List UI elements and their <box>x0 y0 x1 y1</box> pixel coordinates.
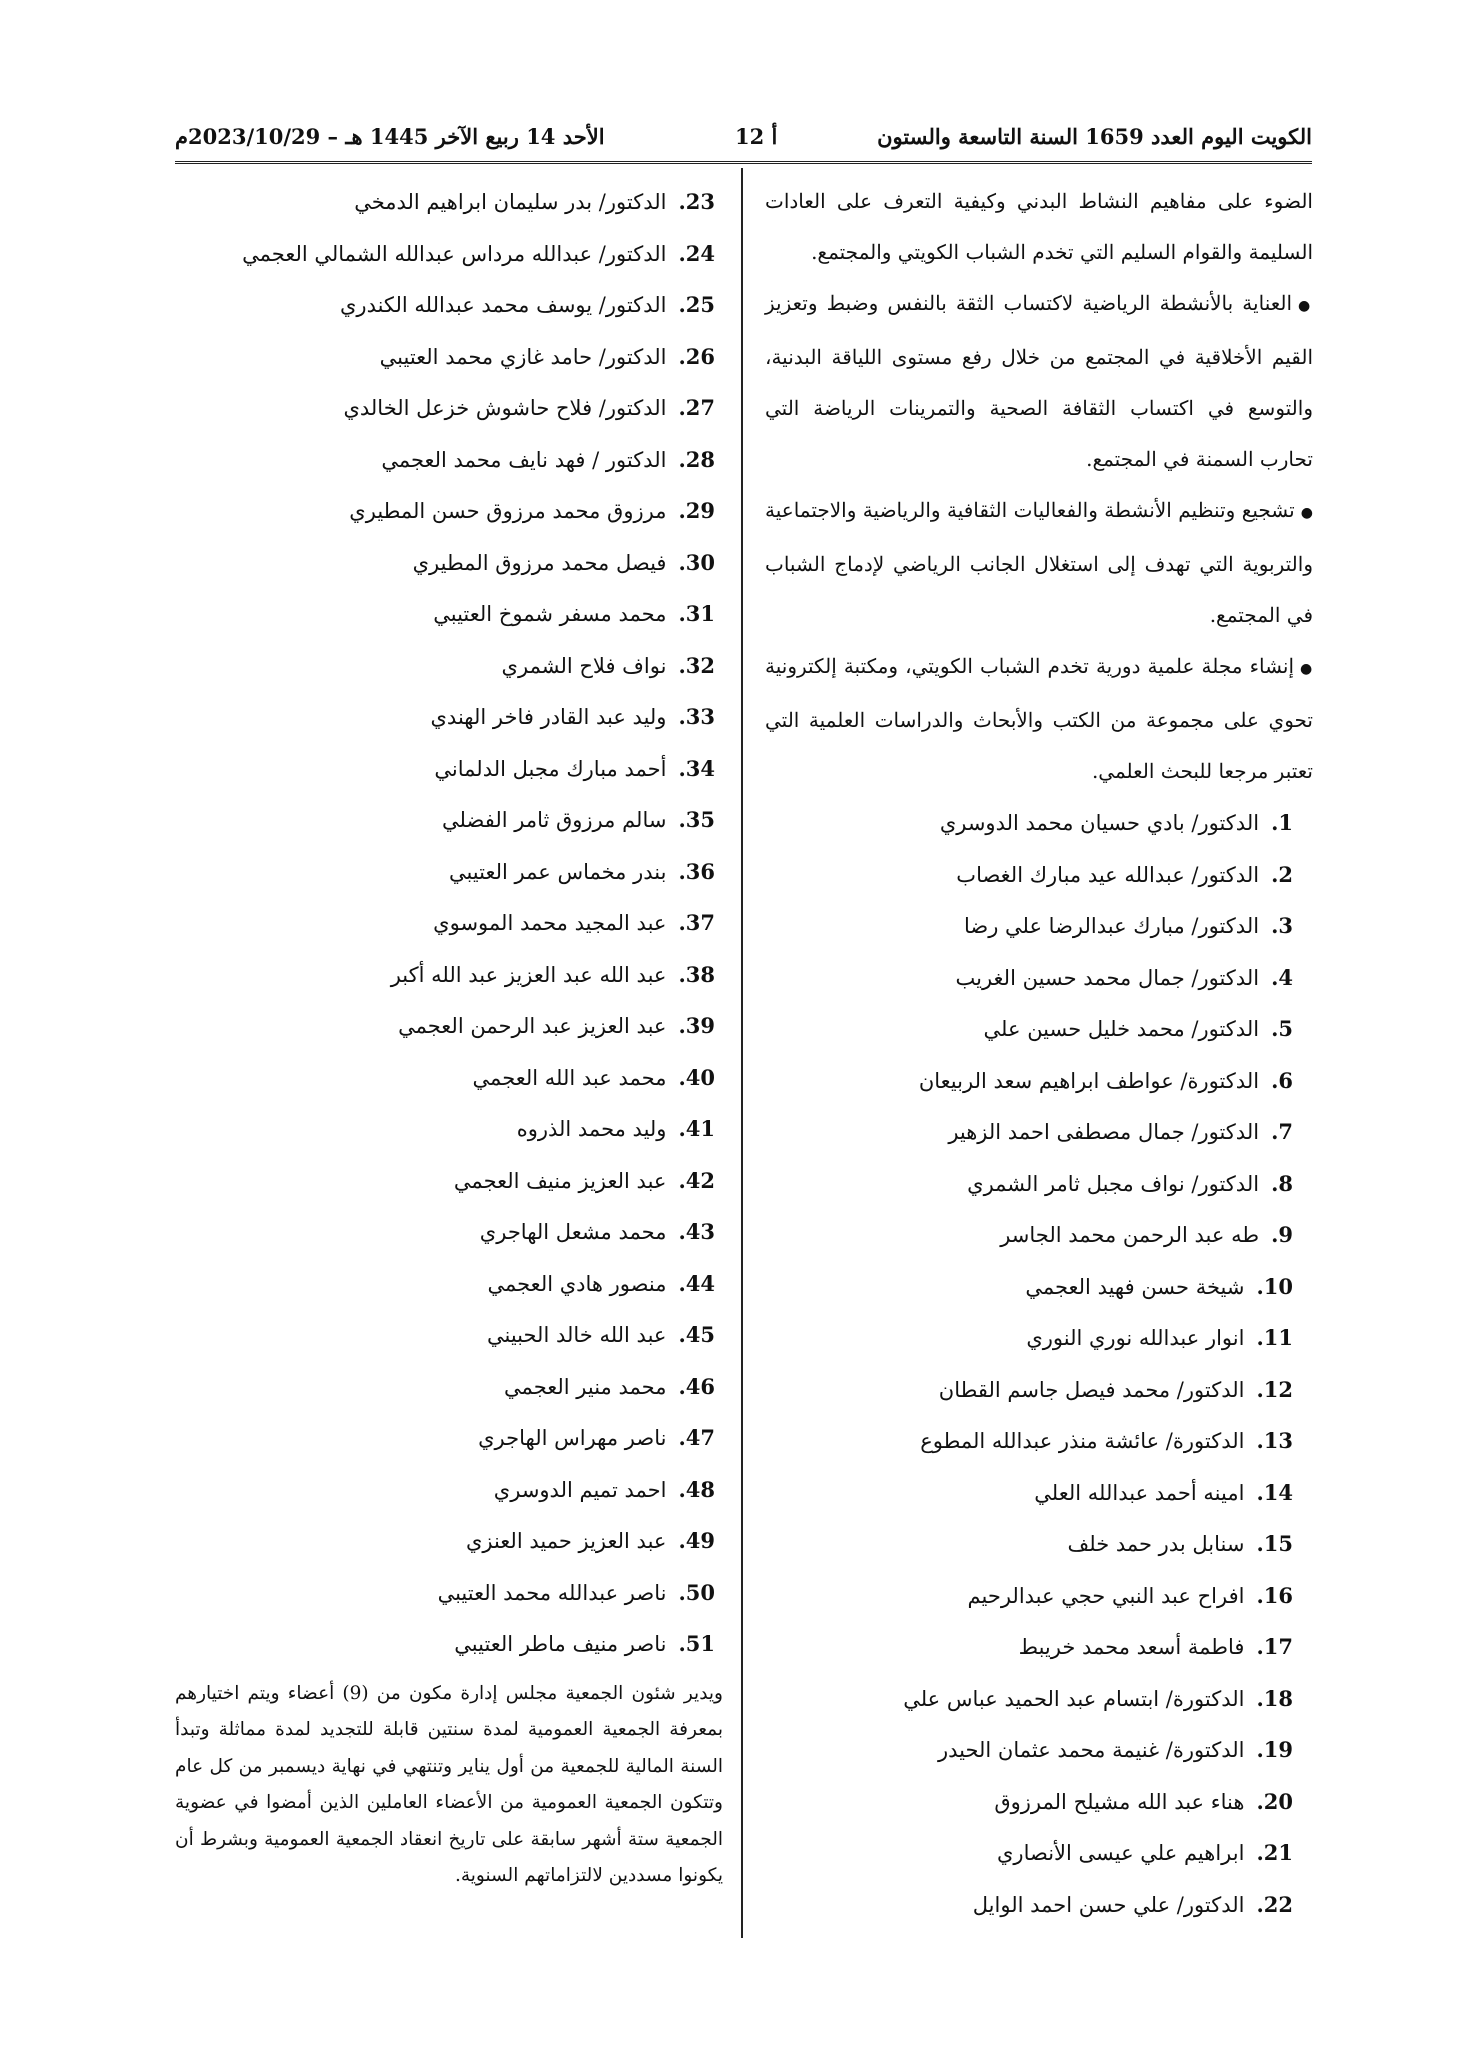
item-number: 40. <box>678 1064 715 1090</box>
list-item <box>175 588 715 640</box>
list-item <box>765 1312 1293 1364</box>
list-item <box>175 743 715 795</box>
item-number: 29. <box>678 498 715 523</box>
list-item <box>175 640 715 692</box>
list-item <box>175 949 715 1001</box>
member-name: بندر مخماس عمر العتيبي <box>448 859 667 884</box>
member-name: محمد منير العجمي <box>504 1374 667 1399</box>
item-number: 27. <box>678 395 715 420</box>
member-name: الدكتورة/ عائشة منذر عبدالله المطوع <box>920 1429 1245 1453</box>
item-number: 35. <box>678 807 715 832</box>
member-name: الدكتور/ يوسف محمد عبدالله الكندري <box>339 293 667 317</box>
item-number: 46. <box>678 1373 715 1399</box>
list-item <box>175 1258 715 1310</box>
member-name: محمد عبد الله العجمي <box>472 1065 667 1090</box>
list-item <box>765 1261 1293 1313</box>
item-number: 28. <box>678 446 715 472</box>
list-item <box>175 485 715 537</box>
bullet-text: إنشاء مجلة علمية دورية تخدم الشباب الكويتي، ومكتبة إلكترونية تحوي على مجموعة من الكتب والأبحاث والدراسات العلمية التي تعتبر مرجعا للبحث العلمي. <box>765 654 1313 783</box>
objective-bullet <box>765 278 1313 485</box>
member-name: الدكتور/ بادي حسيان محمد الدوسري <box>939 811 1260 835</box>
list-item <box>765 1364 1293 1416</box>
item-number: 9. <box>1271 1222 1293 1247</box>
list-item <box>175 1515 715 1567</box>
item-number: 34. <box>678 755 715 781</box>
gazette-issue-info: الكويت اليوم العدد 1659 السنة التاسعة والستون <box>877 124 1312 149</box>
item-number: 15. <box>1256 1531 1293 1556</box>
column-divider <box>741 168 743 1938</box>
member-name: الدكتور/ حامد غازي محمد العتيبي <box>379 344 667 369</box>
list-item <box>175 794 715 846</box>
member-name: عبد العزيز حميد العنزي <box>465 1529 667 1553</box>
item-number: 39. <box>678 1013 715 1038</box>
item-number: 26. <box>678 343 715 369</box>
item-number: 21. <box>1256 1840 1293 1865</box>
board-paragraph: ويدير شئون الجمعية مجلس إدارة مكون من (9) أعضاء ويتم اختيارهم بمعرفة الجمعية العمومية لمدة سنتين قابلة للتجديد لمدة مماثلة وتبدأ السنة المالية للجمعية من أول يناير وتنتهي في نهاية ديسمبر من كل عام وتتكون الجمعية العمومية من الأعضاء العاملين الذين أمضوا في عضوية الجمعية ستة أشهر سابقة على تاريخ انعقاد الجمعية العمومية وبشرط أن يكونوا مسددين لالتزاماتهم السنوية. <box>175 1682 723 1886</box>
objective-bullet <box>765 485 1313 641</box>
list-item <box>765 1415 1293 1467</box>
item-number: 36. <box>678 858 715 884</box>
member-name: فاطمة أسعد محمد خريبط <box>1018 1635 1245 1659</box>
list-item <box>175 897 715 949</box>
page-number: أ 12 <box>735 124 778 149</box>
item-number: 43. <box>678 1219 715 1244</box>
item-number: 25. <box>678 292 715 317</box>
item-number: 2. <box>1271 861 1293 887</box>
member-name: شيخة حسن فهيد العجمي <box>1025 1274 1245 1299</box>
item-number: 22. <box>1256 1891 1293 1917</box>
list-item <box>175 382 715 434</box>
member-name: نواف فلاح الشمري <box>501 653 667 678</box>
list-item <box>765 1621 1293 1673</box>
member-name: الدكتورة/ ابتسام عبد الحميد عباس علي <box>903 1686 1245 1711</box>
founders-list-part-1 <box>765 797 1313 1930</box>
item-number: 49. <box>678 1528 715 1553</box>
member-name: عبد المجيد محمد الموسوي <box>433 911 667 935</box>
member-name: عبد العزيز منيف العجمي <box>453 1168 667 1193</box>
list-item <box>765 1776 1293 1828</box>
member-name: الدكتور/ عبدالله مرداس عبدالله الشمالي العجمي <box>242 241 667 266</box>
issue-date: الأحد 14 ربيع الآخر 1445 هـ – 2023/10/29م <box>175 124 605 149</box>
bullet-text: العناية بالأنشطة الرياضية لاكتساب الثقة بالنفس وضبط وتعزيز القيم الأخلاقية في المجتمع من خلال رفع مستوى اللياقة البدنية، والتوسع في اكتساب الثقافة الصحية والتمرينات الرياضة التي تحارب السمنة في المجتمع. <box>765 291 1313 471</box>
list-item <box>765 1003 1293 1055</box>
list-item <box>765 1106 1293 1158</box>
member-name: طه عبد الرحمن محمد الجاسر <box>1000 1223 1260 1247</box>
member-name: وليد عبد القادر فاخر الهندي <box>430 705 667 729</box>
member-name: الدكتور/ جمال محمد حسين الغريب <box>955 965 1260 990</box>
list-item <box>175 691 715 743</box>
list-item <box>765 1158 1293 1210</box>
bullet-text: تشجيع وتنظيم الأنشطة والفعاليات الثقافية والرياضية والاجتماعية والتربوية التي تهدف إلى استغلال الجانب الرياضي لإدماج الشباب في المجتمع. <box>765 498 1313 627</box>
list-item <box>175 228 715 280</box>
list-item <box>765 1055 1293 1107</box>
list-item <box>175 1464 715 1516</box>
item-number: 38. <box>678 961 715 987</box>
member-name: افراح عبد النبي حجي عبدالرحيم <box>967 1583 1245 1608</box>
bullet-icon: ● <box>1298 298 1314 314</box>
list-item <box>765 797 1293 849</box>
list-item <box>175 1618 715 1670</box>
item-number: 24. <box>678 240 715 266</box>
member-name: هناء عبد الله مشيلح المرزوق <box>994 1789 1245 1814</box>
item-number: 23. <box>678 189 715 214</box>
member-name: الدكتور/ نواف مجبل ثامر الشمري <box>967 1171 1260 1196</box>
item-number: 31. <box>678 601 715 626</box>
list-item <box>175 1103 715 1155</box>
member-name: ناصر مهراس الهاجري <box>478 1426 667 1450</box>
list-item <box>765 1827 1293 1879</box>
list-item <box>175 1567 715 1619</box>
member-name: منصور هادي العجمي <box>487 1271 667 1296</box>
item-number: 17. <box>1256 1634 1293 1659</box>
item-number: 30. <box>678 549 715 575</box>
member-name: الدكتورة/ عواطف ابراهيم سعد الربيعان <box>918 1068 1260 1093</box>
member-name: احمد تميم الدوسري <box>493 1477 667 1502</box>
item-number: 37. <box>678 910 715 935</box>
list-item <box>765 1209 1293 1261</box>
right-column <box>765 176 1313 1930</box>
member-name: مرزوق محمد مرزوق حسن المطيري <box>349 499 667 523</box>
item-number: 47. <box>678 1425 715 1450</box>
objective-bullet <box>765 641 1313 797</box>
intro-paragraph: الضوء على مفاهيم النشاط البدني وكيفية التعرف على العادات السليمة والقوام السليم التي تخدم الشباب الكويتي والمجتمع. <box>765 189 1313 264</box>
item-number: 4. <box>1271 964 1293 990</box>
founders-list-part-2 <box>175 176 723 1670</box>
list-item <box>765 1673 1293 1725</box>
list-item <box>765 900 1293 952</box>
list-item <box>175 1000 715 1052</box>
header-divider <box>175 161 1312 164</box>
member-name: أحمد مبارك مجبل الدلماني <box>434 756 667 781</box>
item-number: 10. <box>1256 1273 1293 1299</box>
item-number: 6. <box>1271 1067 1293 1093</box>
member-name: فيصل محمد مرزوق المطيري <box>412 550 667 575</box>
bullet-icon: ● <box>1300 661 1313 677</box>
item-number: 11. <box>1256 1325 1293 1350</box>
item-number: 7. <box>1271 1119 1293 1144</box>
list-item <box>765 1879 1293 1931</box>
item-number: 50. <box>678 1579 715 1605</box>
list-item <box>765 1467 1293 1519</box>
list-item <box>175 846 715 898</box>
list-item <box>175 1052 715 1104</box>
list-item <box>175 434 715 486</box>
item-number: 16. <box>1256 1582 1293 1608</box>
member-name: ناصر عبدالله محمد العتيبي <box>437 1580 667 1605</box>
item-number: 20. <box>1256 1788 1293 1814</box>
left-column <box>175 176 723 1895</box>
list-item <box>175 1412 715 1464</box>
list-item <box>175 1155 715 1207</box>
bullet-icon: ● <box>1300 505 1314 521</box>
list-item <box>175 1361 715 1413</box>
list-item <box>765 1724 1293 1776</box>
item-number: 32. <box>678 652 715 678</box>
member-name: الدكتور / فهد نايف محمد العجمي <box>381 447 667 472</box>
member-name: ابراهيم علي عيسى الأنصاري <box>997 1841 1245 1865</box>
item-number: 1. <box>1271 810 1293 835</box>
item-number: 12. <box>1256 1376 1293 1402</box>
member-name: عبد الله خالد الحبيني <box>486 1323 667 1347</box>
member-name: الدكتور/ جمال مصطفى احمد الزهير <box>948 1120 1260 1144</box>
member-name: الدكتور/ بدر سليمان ابراهيم الدمخي <box>354 190 667 214</box>
member-name: الدكتور/ مبارك عبدالرضا علي رضا <box>963 914 1260 938</box>
item-number: 3. <box>1271 913 1293 938</box>
member-name: محمد مسفر شموخ العتيبي <box>433 602 667 626</box>
member-name: سنابل بدر حمد خلف <box>1067 1532 1245 1556</box>
item-number: 13. <box>1256 1428 1293 1453</box>
item-number: 19. <box>1256 1737 1293 1762</box>
member-name: الدكتورة/ غنيمة محمد عثمان الحيدر <box>937 1738 1245 1762</box>
member-name: امينه أحمد عبدالله العلي <box>1034 1480 1245 1505</box>
item-number: 5. <box>1271 1016 1293 1041</box>
item-number: 44. <box>678 1270 715 1296</box>
member-name: الدكتور/ محمد خليل حسين علي <box>983 1017 1260 1041</box>
list-item <box>765 952 1293 1004</box>
member-name: انوار عبدالله نوري النوري <box>1026 1326 1245 1350</box>
list-item <box>765 849 1293 901</box>
item-number: 33. <box>678 704 715 729</box>
member-name: عبد العزيز عبد الرحمن العجمي <box>398 1014 667 1038</box>
member-name: وليد محمد الذروه <box>516 1117 667 1141</box>
list-item <box>175 176 715 228</box>
member-name: محمد مشعل الهاجري <box>479 1220 667 1244</box>
item-number: 18. <box>1256 1685 1293 1711</box>
list-item <box>765 1570 1293 1622</box>
item-number: 42. <box>678 1167 715 1193</box>
item-number: 41. <box>678 1116 715 1141</box>
member-name: الدكتور/ فلاح حاشوش خزعل الخالدي <box>343 396 667 420</box>
item-number: 48. <box>678 1476 715 1502</box>
list-item <box>175 279 715 331</box>
list-item <box>175 1309 715 1361</box>
member-name: سالم مرزوق ثامر الفضلي <box>442 808 667 832</box>
member-name: الدكتور/ محمد فيصل جاسم القطان <box>938 1377 1245 1402</box>
page-header <box>175 118 1312 158</box>
list-item <box>175 331 715 383</box>
item-number: 45. <box>678 1322 715 1347</box>
member-name: ناصر منيف ماطر العتيبي <box>454 1632 667 1656</box>
item-number: 14. <box>1256 1479 1293 1505</box>
member-name: الدكتور/ عبدالله عيد مبارك الغصاب <box>956 862 1260 887</box>
member-name: الدكتور/ علي حسن احمد الوايل <box>972 1892 1245 1917</box>
item-number: 51. <box>678 1631 715 1656</box>
list-item <box>175 537 715 589</box>
item-number: 8. <box>1271 1170 1293 1196</box>
list-item <box>175 1206 715 1258</box>
list-item <box>765 1518 1293 1570</box>
member-name: عبد الله عبد العزيز عبد الله أكبر <box>390 962 667 987</box>
